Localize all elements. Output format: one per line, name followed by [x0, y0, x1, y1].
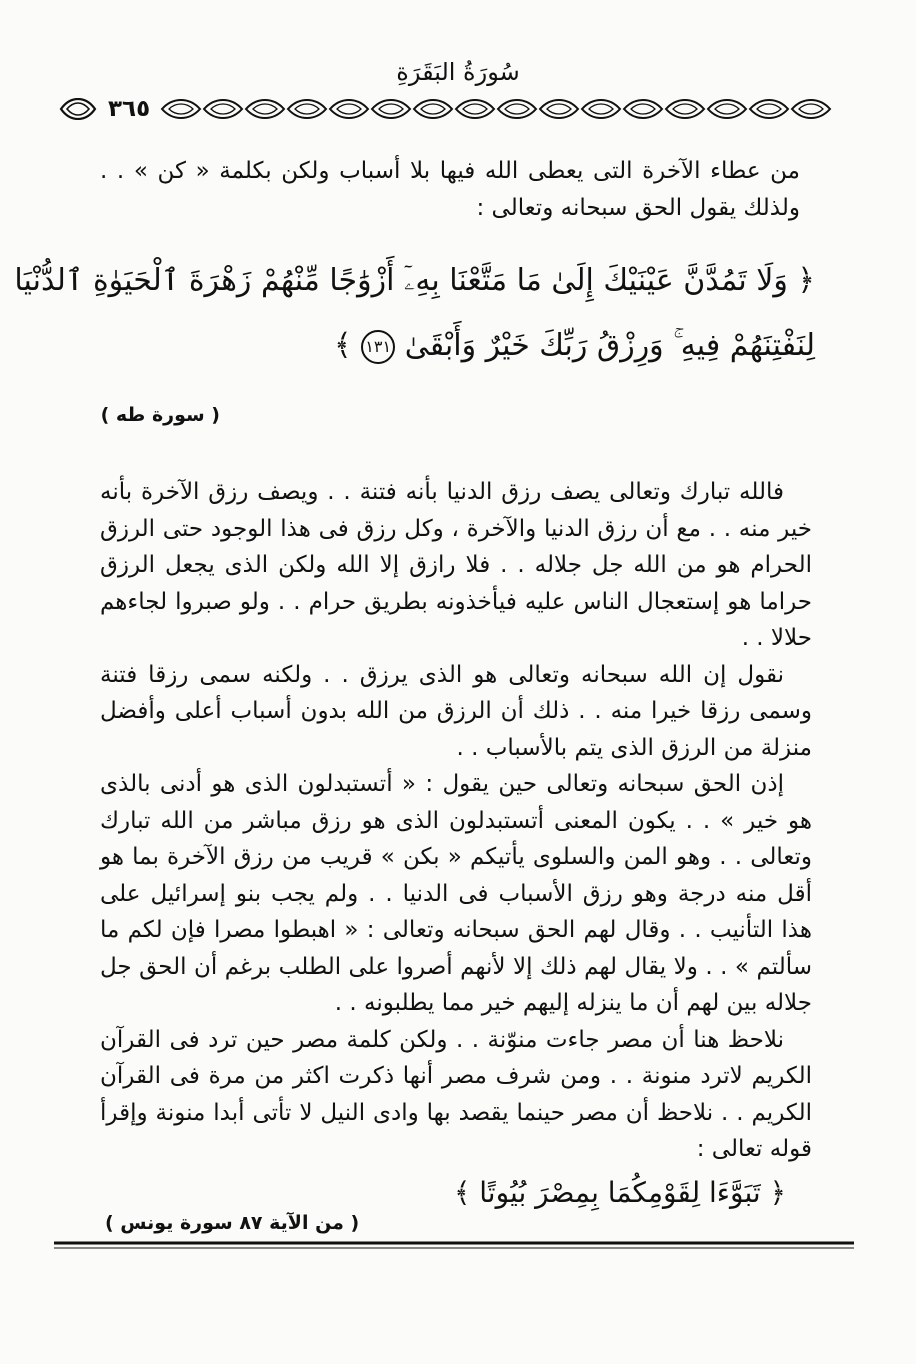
chain-link — [246, 100, 284, 118]
chain-link-inner — [211, 104, 235, 114]
surah-title: سُورَةُ البَقَرَةِ — [396, 58, 520, 86]
paragraph-3-block — [100, 766, 812, 1168]
main-paragraphs — [100, 474, 812, 766]
chain-link-inner — [505, 104, 529, 114]
bottom-rule — [54, 1240, 854, 1250]
chain-link-inner — [715, 104, 739, 114]
chain-link-inner — [547, 104, 571, 114]
chain-link — [540, 100, 578, 118]
chain-link — [288, 100, 326, 118]
chain-link-inner — [295, 104, 319, 114]
verse-taha-131 — [14, 248, 815, 378]
chain-link-inner — [169, 104, 193, 114]
intro-paragraph — [100, 153, 800, 226]
chain-link — [708, 100, 746, 118]
verse-line-1: ﴿ وَلَا تَمُدَّنَّ عَيْنَيْكَ إِلَىٰ مَا مَتَّعْنَا بِهِۦٓ أَزْوَٰجًا مِّنْهُمْ زَهْرَةَ ٱلْحَيَوٰةِ ٱلدُّنْيَا — [14, 263, 815, 298]
chain-link — [372, 100, 410, 118]
verse-yunus-87 — [454, 1168, 786, 1218]
verse-line-2-text: لِنَفْتِنَهُمْ فِيهِ ۚ وَرِزْقُ رَبِّكَ خَيْرٌ وَأَبْقَىٰ — [404, 328, 815, 363]
chain-link — [162, 100, 200, 118]
intro-text: من عطاء الآخرة التى يعطى الله فيها بلا أسباب ولكن بكلمة « كن » . . ولذلك يقول الحق سبحانه وتعالى : — [100, 158, 800, 221]
ayah-number: ١٣١ — [361, 330, 395, 364]
verse-reference-yunus: ( من الآية ٨٧ سورة يونس ) — [105, 1212, 360, 1234]
chain-link-inner — [757, 104, 781, 114]
chain-link — [204, 100, 242, 118]
left-ornament-icon — [58, 98, 98, 120]
chain-link-inner — [337, 104, 361, 114]
chain-link-inner — [421, 104, 445, 114]
chain-link — [498, 100, 536, 118]
verse-line-2 — [95, 313, 815, 378]
chain-link-inner — [799, 104, 823, 114]
header-border — [58, 97, 853, 121]
chain-link — [582, 100, 620, 118]
verse-yunus-text: ﴿ تَبَوَّءَا لِقَوْمِكُمَا بِمِصْرَ بُيُوتًا ﴾ — [453, 1176, 786, 1209]
chain-link — [750, 100, 788, 118]
chain-link — [330, 100, 368, 118]
chain-link — [792, 100, 830, 118]
chain-border-icon — [160, 98, 840, 120]
chain-link-inner — [631, 104, 655, 114]
chain-link-inner — [253, 104, 277, 114]
chain-link — [414, 100, 452, 118]
chain-link-inner — [379, 104, 403, 114]
chain-link — [666, 100, 704, 118]
paragraph-4: نلاحظ هنا أن مصر جاءت منوّنة . . ولكن كلمة مصر حين ترد فى القرآن الكريم لاترد منونة . . ومن شرف مصر أنها ذكرت اكثر من مرة فى القرآن الكريم . . نلاحظ أن مصر حينما يقصد بها وادى النيل لا تأتى أبدا منونة وإقرأ قوله تعالى : — [100, 1026, 812, 1162]
chain-link-inner — [589, 104, 613, 114]
paragraph-2: نقول إن الله سبحانه وتعالى هو الذى يرزق . . ولكنه سمى رزقا فتنة وسمى رزقا خيرا منه . . ذلك أن الرزق من الله بدون أسباب أعلى وأفضل منزلة من الرزق الذى يتم بالأسباب . . — [100, 661, 812, 761]
chain-link-inner — [463, 104, 487, 114]
paragraph-1: فالله تبارك وتعالى يصف رزق الدنيا بأنه فتنة . . ويصف رزق الآخرة بأنه خير منه . . مع أن رزق الدنيا والآخرة ، وكل رزق فى هذا الوجود حتى الرزق الحرام هو من الله جل جلاله . . فلا رازق إلا الله ولكن الذى يجعل الرزق حراما هو إستعجال الناس عليه فيأخذونه بطريق حرام . . ولو صبروا لجاءهم حلالا . . — [100, 479, 812, 651]
chain-link — [624, 100, 662, 118]
chain-link — [456, 100, 494, 118]
chain-link-inner — [673, 104, 697, 114]
verse-close-bracket: ﴾ — [334, 328, 352, 363]
paragraph-3: إذن الحق سبحانه وتعالى حين يقول : « أتستبدلون الذى هو أدنى بالذى هو خير » . . يكون المعنى أتستبدلون الذى هو رزق مباشر من الله تبارك وتعالى . . وهو المن والسلوى يأتيكم « بكن » قريب من رزق الآخرة بما هو أقل منه درجة وهو رزق الأسباب فى الدنيا . . ولم يجب بنو إسرائيل على هذا التأنيب . . وقال لهم الحق سبحانه وتعالى : « اهبطوا مصرا فإن لكم ما سألتم » . . ولا يقال لهم ذلك إلا لأنهم أصروا على الطلب برغم أن الحق جل جلاله بين لهم أن ما ينزله إليهم خير مما يطلبونه . . — [100, 771, 812, 1016]
verse-reference-taha: ( سورة طه ) — [100, 404, 220, 426]
page-number: ٣٦٥ — [108, 96, 151, 122]
